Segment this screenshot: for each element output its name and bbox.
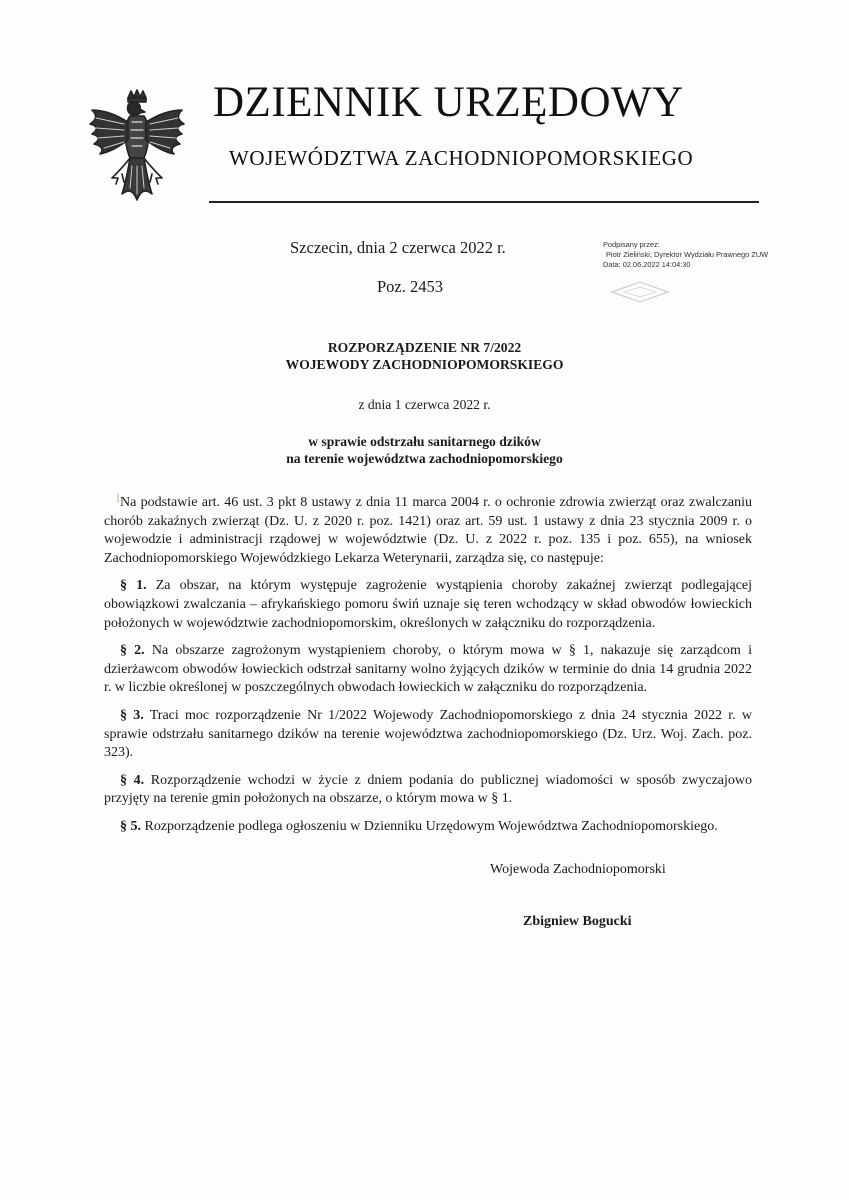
journal-title: DZIENNIK URZĘDOWY <box>213 79 684 126</box>
paragraph-2 <box>104 642 752 698</box>
signature-watermark-icon <box>610 279 670 305</box>
preamble: Na podstawie art. 46 ust. 3 pkt 8 ustawy z dnia 11 marca 2004 r. o ochronie zdrowia zwierząt oraz zwalczaniu chorób zakaźnych zwierząt (Dz. U. z 2020 r. poz. 1421) oraz art. 59 ust. 1 ustawy z dnia 23 stycznia 2009 r. o wojewodzie i administracji rządowej w województwie (Dz. U. z 2022 r. poz. 135 i poz. 655), na wniosek Zachodniopomorskiego Wojewódzkiego Lekarza Weterynarii, zarządza się, co następuje: <box>104 495 752 566</box>
place-date: Szczecin, dnia 2 czerwca 2022 r. <box>290 238 506 257</box>
journal-subtitle: WOJEWÓDZTWA ZACHODNIOPOMORSKIEGO <box>229 146 694 170</box>
regulation-body <box>104 494 752 846</box>
regulation-subject-line2: na terenie województwa zachodniopomorskiego <box>286 451 563 466</box>
paragraph-text: Rozporządzenie wchodzi w życie z dniem podania do publicznej wiadomości w sposób zwyczajowo przyjęty na terenie gmin położonych na obszarze, o którym mowa w § 1. <box>104 772 753 807</box>
signatory-name: Zbigniew Bogucki <box>523 914 632 929</box>
paragraph-4 <box>104 772 752 809</box>
paragraph-text: Traci moc rozporządzenie Nr 1/2022 Wojewody Zachodniopomorskiego z dnia 24 stycznia 2022 r. w sprawie odstrzału sanitarnego dzików na terenie województwa zachodniopomorskiego (Dz. Urz. Woj. Zach. poz. 323). <box>104 707 753 761</box>
digital-signature-stamp <box>603 240 803 270</box>
paragraph-5 <box>104 818 752 837</box>
header-divider <box>209 201 759 203</box>
paragraph-text: Rozporządzenie podlega ogłoszeniu w Dzienniku Urzędowym Województwa Zachodniopomorskiego. <box>144 818 718 834</box>
signature-signer: Piotr Zieliński; Dyrektor Wydziału Prawnego ZUW <box>606 250 769 259</box>
paragraph-text: Za obszar, na którym występuje zagrożenie wystąpienia choroby zakaźnej zwierząt podlegającej obowiązkowi zwalczania – afrykańskiego pomoru świń uznaje się teren wchodzący w skład obwodów łowieckich położonych w województwie zachodniopomorskim, określonych w załączniku do rozporządzenia. <box>104 578 753 631</box>
paragraph-number: § 1. <box>120 578 147 594</box>
position-number: Poz. 2453 <box>377 277 443 296</box>
regulation-title-line2: WOJEWODY ZACHODNIOPOMORSKIEGO <box>285 357 564 372</box>
paragraph-text: Na obszarze zagrożonym wystąpieniem choroby, o którym mowa w § 1, nakazuje się zarządcom i dzierżawcom obwodów łowieckich odstrzał sanitarny wolno żyjących dzików w terminie do dnia 14 grudnia 2022 r. w liczbie określonej w poszczególnych obwodach łowieckich w załączniku do rozporządzenia. <box>104 643 752 696</box>
paragraph-number: § 4. <box>120 772 145 788</box>
paragraph-number: § 2. <box>120 643 145 659</box>
paragraph-number: § 5. <box>120 818 141 834</box>
signature-date: Data: 02.06.2022 14:04:30 <box>603 260 691 269</box>
polish-eagle-emblem-icon <box>82 88 192 208</box>
regulation-date: z dnia 1 czerwca 2022 r. <box>358 397 491 412</box>
paragraph-number: § 3. <box>120 707 144 723</box>
signatory-role: Wojewoda Zachodniopomorski <box>490 862 666 877</box>
regulation-title-line1: ROZPORZĄDZENIE NR 7/2022 <box>327 340 522 355</box>
regulation-title <box>0 339 849 373</box>
paragraph-3 <box>104 707 752 763</box>
regulation-subject-line1: w sprawie odstrzału sanitarnego dzików <box>308 434 541 449</box>
paragraph-1 <box>104 577 752 633</box>
signature-label: Podpisany przez: <box>603 240 660 249</box>
regulation-subject <box>0 433 849 467</box>
